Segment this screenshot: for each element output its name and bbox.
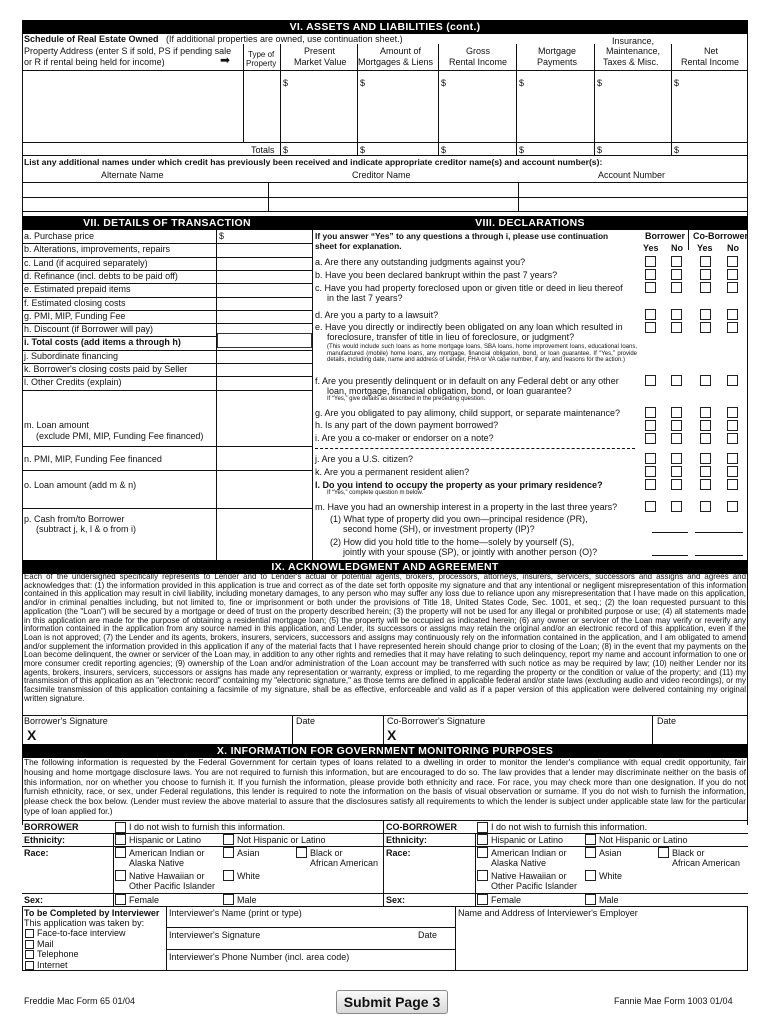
grid-line <box>516 44 517 155</box>
schedule-note: (If additional properties are owned, use continuation sheet.) <box>166 34 403 44</box>
dollar-sign: $ <box>597 78 603 88</box>
declaration-b-borrower-no-checkbox[interactable] <box>671 269 682 280</box>
borrower-white-checkbox[interactable] <box>223 870 234 881</box>
employer-label: Name and Address of Interviewer's Employer <box>458 908 638 918</box>
grid-line <box>22 970 748 971</box>
declaration-i-borrower-no-checkbox[interactable] <box>671 433 682 444</box>
coborrower-hawaiian-label: Native Hawaiian or <box>491 871 567 881</box>
grid-line <box>22 846 748 847</box>
taken-by-label: This application was taken by: <box>24 918 145 928</box>
borrower-not-hispanic-checkbox[interactable] <box>223 834 234 845</box>
fannie-mae-form-label: Fannie Mae Form 1003 01/04 <box>614 996 733 1006</box>
dollar-sign: $ <box>674 145 680 155</box>
title-held-answer-line <box>695 555 743 556</box>
coborrower-heading: CO-BORROWER <box>386 822 457 832</box>
borrower-race-label: Race: <box>24 848 49 858</box>
transaction-item-label: f. Estimated closing costs <box>24 297 126 308</box>
borrower-american-indian-label: American Indian or <box>129 848 205 858</box>
declaration-a-borrower-no-checkbox[interactable] <box>671 256 682 267</box>
freddie-mac-form-label: Freddie Mac Form 65 01/04 <box>24 996 136 1006</box>
grid-line <box>475 833 476 907</box>
grid-line <box>22 142 748 143</box>
borrower-no-label: No <box>671 243 683 253</box>
declaration-d-coborrower-yes-checkbox[interactable] <box>700 309 711 320</box>
coborrower-male-checkbox[interactable] <box>585 894 596 905</box>
net-rental-label-1: Net <box>704 46 719 56</box>
dollar-sign: $ <box>519 145 525 155</box>
declaration-f-coborrower-no-checkbox[interactable] <box>727 375 738 386</box>
declaration-j-borrower-no-checkbox[interactable] <box>671 453 682 464</box>
declaration-j-coborrower-yes-checkbox[interactable] <box>700 453 711 464</box>
gross-rental-label-1: Gross <box>466 46 491 56</box>
declaration-i-coborrower-yes-checkbox[interactable] <box>700 433 711 444</box>
grid-line <box>268 182 269 211</box>
declaration-h-coborrower-no-checkbox[interactable] <box>727 420 738 431</box>
mortgages-label-2: Mortgages & Liens <box>358 57 434 67</box>
declaration-k: k. Are you a permanent resident alien? <box>315 467 470 477</box>
coborrower-date-label: Date <box>657 716 677 726</box>
dollar-sign: $ <box>360 145 366 155</box>
declaration-a-coborrower-yes-checkbox[interactable] <box>700 256 711 267</box>
declaration-e-coborrower-yes-checkbox[interactable] <box>700 322 711 333</box>
borrower-male-label: Male <box>237 895 257 905</box>
declaration-g: g. Are you obligated to pay alimony, child support, or separate maintenance? <box>315 408 621 418</box>
coborrower-african-american-label: African American <box>672 858 741 868</box>
grid-line <box>166 949 455 950</box>
declaration-k-coborrower-yes-checkbox[interactable] <box>700 466 711 477</box>
declaration-f-note: If “Yes,” give details as described in the preceding question. <box>327 396 486 402</box>
coborrower-black-checkbox[interactable] <box>658 847 669 858</box>
net-rental-label-2: Rental Income <box>681 57 740 67</box>
coborrower-hispanic-label: Hispanic or Latino <box>491 835 564 845</box>
section-6-header: VI. ASSETS AND LIABILITIES (cont.) <box>22 20 748 34</box>
insurance-label-2: Maintenance, <box>606 46 661 56</box>
interview-method-checkbox[interactable] <box>25 940 34 949</box>
coborrower-no-furnish-label: I do not wish to furnish this information. <box>491 822 648 832</box>
declaration-d-borrower-yes-checkbox[interactable] <box>645 309 656 320</box>
declaration-c-coborrower-yes-checkbox[interactable] <box>700 282 711 293</box>
grid-line <box>22 70 748 71</box>
transaction-item-label: l. Other Credits (explain) <box>24 377 122 388</box>
declaration-g-borrower-no-checkbox[interactable] <box>671 407 682 418</box>
declaration-g-coborrower-no-checkbox[interactable] <box>727 407 738 418</box>
declaration-j-coborrower-no-checkbox[interactable] <box>727 453 738 464</box>
declaration-m2: (2) How did you hold title to the home—solely by yourself (S), <box>330 537 575 547</box>
borrower-column-label: Borrower <box>645 231 686 241</box>
declaration-j: j. Are you a U.S. citizen? <box>315 454 414 464</box>
section-7-header: VII. DETAILS OF TRANSACTION <box>22 216 312 230</box>
separator-dash <box>315 448 635 449</box>
borrower-not-hispanic-label: Not Hispanic or Latino <box>237 835 326 845</box>
coborrower-american-indian-label: American Indian or <box>491 848 567 858</box>
interview-method-checkbox[interactable] <box>25 961 34 970</box>
coborrower-not-hispanic-checkbox[interactable] <box>585 834 596 845</box>
cash-from-to-borrower-label: p. Cash from/to Borrower <box>24 514 125 524</box>
declaration-k-borrower-no-checkbox[interactable] <box>671 466 682 477</box>
declaration-c-borrower-yes-checkbox[interactable] <box>645 282 656 293</box>
declaration-i: i. Are you a co-maker or endorser on a note? <box>315 433 494 443</box>
acknowledgment-text: Each of the undersigned specifically represents to Lender and to Lender's actual or potential agents, brokers, processors, attorneys, insurers, servicers, successors and assigns and agrees and acknowledges that: (1) the information provided in this application is true and correct as of the date set forth opposite my signature and that any intentional or negligent misrepresentation of this information contained in this application may result in civil liability, including monetary damages, to any person who may suffer any loss due to reliance upon any misrepresentation that I have made on this application, and/or in criminal penalties including, but not limited to, fine or imprisonment or both under the provisions of Title 18, United States Code, Sec. 1001, et seq.; (2) the loan requested pursuant to this application (the "Loan") will be secured by a mortgage or deed of trust on the property described herein; (3) the property will not be used for any illegal or prohibited purpose or use; (4) all statements made in this application are made for the purpose of obtaining a residential mortgage loan; (5) the property will be occupied as indicated herein; (6) any owner or servicer of the Loan may verify or reverify any information contained in the application from any source named in this application, and Lender, its successors or assigns may retain the original and/or an electronic record of this application, even if the Loan is not approved; (7) the Lender and its agents, brokers, insurers, servicers, successors and assigns may continuously rely on the information contained in the application, and I am obligated to amend and/or supplement the information provided in this application if any of the material facts that I have represented herein should change prior to closing of the Loan; (8) in the event that my payments on the Loan become delinquent, the owner or servicer of the Loan may, in addition to any other rights and remedies that it may have relating to such delinquency, report my name and account information to one or more consumer credit reporting agencies; (9) ownership of the Loan and/or administration of the Loan account may be transferred with such notice as may be required by law; (10) neither Lender nor its agents, brokers, insurers, servicers, successors or assigns has made any representation or warranty, express or implied, to me regarding the property or the condition or value of the property; and (11) my transmission of this application as an "electronic record" containing my "electronic signature," as those terms are defined in applicable federal and/or state laws (excluding audio and video recordings), or my facsimile transmission of this application containing a facsimile of my signature, shall be as effective, enforceable and valid as if a paper version of this application were delivered containing my original written signature. <box>24 572 746 703</box>
interviewer-phone-label: Interviewer's Phone Number (incl. area code) <box>169 952 350 962</box>
declaration-c-coborrower-no-checkbox[interactable] <box>727 282 738 293</box>
total-costs-field[interactable] <box>217 333 312 348</box>
borrower-ethnicity-label: Ethnicity: <box>24 835 66 845</box>
coborrower-column-label: Co-Borrower <box>693 231 749 241</box>
account-number-label: Account Number <box>598 170 666 180</box>
grid-line <box>113 833 114 907</box>
loan-total-label: o. Loan amount (add m & n) <box>24 480 137 490</box>
left-border <box>22 20 23 825</box>
coborrower-date-field[interactable] <box>654 727 746 743</box>
coborrower-ethnicity-label: Ethnicity: <box>386 835 428 845</box>
section-divider <box>312 216 313 560</box>
property-type-field[interactable] <box>245 72 278 140</box>
declaration-c: c. Have you had property foreclosed upon or given title or deed in lieu thereof <box>315 283 623 293</box>
declaration-m-coborrower-no-checkbox[interactable] <box>727 501 738 512</box>
interview-method-checkbox[interactable] <box>25 929 34 938</box>
declaration-a-coborrower-no-checkbox[interactable] <box>727 256 738 267</box>
declaration-i-borrower-yes-checkbox[interactable] <box>645 433 656 444</box>
interviewer-name-label: Interviewer's Name (print or type) <box>169 908 302 918</box>
pmi-financed-label: n. PMI, MIP, Funding Fee financed <box>24 454 162 464</box>
borrower-alaska-native-label: Alaska Native <box>129 858 185 868</box>
declaration-a: a. Are there any outstanding judgments against you? <box>315 257 526 267</box>
coborrower-white-checkbox[interactable] <box>585 870 596 881</box>
coborrower-pacific-islander-label: Other Pacific Islander <box>491 881 578 891</box>
grid-line <box>518 182 519 211</box>
section-8-header: VIII. DECLARATIONS <box>312 216 748 230</box>
grid-line <box>22 715 748 716</box>
schedule-title: Schedule of Real Estate Owned <box>24 34 159 44</box>
property-address-label-2: or R if rental being held for income) <box>24 57 165 67</box>
declaration-m-borrower-no-checkbox[interactable] <box>671 501 682 512</box>
grid-line <box>22 446 312 447</box>
coborrower-signature-label: Co-Borrower's Signature <box>387 716 486 726</box>
declaration-d-borrower-no-checkbox[interactable] <box>671 309 682 320</box>
dollar-sign: $ <box>360 78 366 88</box>
borrower-hawaiian-label: Native Hawaiian or <box>129 871 205 881</box>
totals-label: Totals <box>251 145 275 155</box>
property-type-answer-line <box>652 532 688 533</box>
declaration-b-coborrower-no-checkbox[interactable] <box>727 269 738 280</box>
grid-line <box>22 893 748 894</box>
property-address-label-1: Property Address (enter S if sold, PS if pending sale <box>24 46 232 56</box>
coborrower-female-checkbox[interactable] <box>477 894 488 905</box>
borrower-date-field[interactable] <box>294 727 381 743</box>
coborrower-asian-label: Asian <box>599 848 622 858</box>
insurance-label-1: Insurance, <box>612 36 655 46</box>
borrower-white-label: White <box>237 871 261 881</box>
grid-line <box>383 715 384 744</box>
coborrower-asian-checkbox[interactable] <box>585 847 596 858</box>
grid-line <box>292 715 293 744</box>
declaration-h: h. Is any part of the down payment borrowed? <box>315 420 499 430</box>
declaration-f-cont: loan, mortgage, financial obligation, bond, or loan guarantee? <box>327 386 572 396</box>
dollar-sign: $ <box>441 78 447 88</box>
declaration-e-note: (This would include such loans as home mortgage loans, SBA loans, home improvement loans, educational loans, manufactured (mobile) home loans, any mortgage, financial obligation, bond, or loan guarantee. If “Yes,” provide details, including date, name and address of Lender, FHA or VA case number, if any, and reasons for the action.) <box>327 344 637 364</box>
grid-line <box>22 182 748 183</box>
borrower-hispanic-label: Hispanic or Latino <box>129 835 202 845</box>
coborrower-white-label: White <box>599 871 623 881</box>
declaration-l-borrower-no-checkbox[interactable] <box>671 479 682 490</box>
arrow-right-icon: ➡ <box>220 53 231 67</box>
declaration-a-borrower-yes-checkbox[interactable] <box>645 256 656 267</box>
borrower-no-furnish-checkbox[interactable] <box>115 822 126 833</box>
coborrower-sign-x: X <box>387 727 397 743</box>
declaration-m-coborrower-yes-checkbox[interactable] <box>700 501 711 512</box>
mortgage-payments-label-2: Payments <box>537 57 578 67</box>
declaration-l-borrower-yes-checkbox[interactable] <box>645 479 656 490</box>
grid-line <box>22 155 748 156</box>
declaration-d: d. Are you a party to a lawsuit? <box>315 310 439 320</box>
interview-method-label: Telephone <box>37 949 79 959</box>
dollar-sign: $ <box>219 231 225 241</box>
grid-line <box>22 820 748 821</box>
coborrower-american-indian-checkbox[interactable] <box>477 847 488 858</box>
grid-line <box>438 44 439 155</box>
declaration-l-coborrower-no-checkbox[interactable] <box>727 479 738 490</box>
dollar-sign: $ <box>283 78 289 88</box>
transaction-item-label: e. Estimated prepaid items <box>24 284 131 295</box>
declaration-l: l. Do you intend to occupy the property as your primary residence? <box>315 480 603 490</box>
transaction-item-label: h. Discount (if Borrower will pay) <box>24 324 154 335</box>
loan-amount-sublabel: (exclude PMI, MIP, Funding Fee financed) <box>36 431 204 441</box>
type-of-label: Type of <box>248 50 275 59</box>
dollar-sign: $ <box>519 78 525 88</box>
interviewer-heading: To be Completed by Interviewer <box>24 908 160 918</box>
borrower-sex-label: Sex: <box>24 895 44 905</box>
grid-line <box>22 211 748 212</box>
declaration-b-coborrower-yes-checkbox[interactable] <box>700 269 711 280</box>
grid-line <box>22 906 23 970</box>
section-10-header: X. INFORMATION FOR GOVERNMENT MONITORING PURPOSES <box>22 744 748 758</box>
declaration-j-borrower-yes-checkbox[interactable] <box>645 453 656 464</box>
interview-method-label: Mail <box>37 938 54 949</box>
declaration-m-borrower-yes-checkbox[interactable] <box>645 501 656 512</box>
borrower-hawaiian-checkbox[interactable] <box>115 870 126 881</box>
coborrower-black-label: Black or <box>672 848 705 858</box>
declaration-i-coborrower-no-checkbox[interactable] <box>727 433 738 444</box>
interviewer-date-label: Date <box>418 930 438 940</box>
borrower-hispanic-checkbox[interactable] <box>115 834 126 845</box>
grid-line <box>166 927 455 928</box>
submit-page-button[interactable]: Submit Page 3 <box>336 990 448 1014</box>
transaction-item-label: a. Purchase price <box>24 231 95 241</box>
borrower-female-checkbox[interactable] <box>115 894 126 905</box>
section-9-header: IX. ACKNOWLEDGMENT AND AGREEMENT <box>22 560 748 574</box>
borrower-pacific-islander-label: Other Pacific Islander <box>129 881 216 891</box>
borrower-male-checkbox[interactable] <box>223 894 234 905</box>
transaction-item-label: j. Subordinate financing <box>24 350 119 361</box>
declaration-l-note: If “Yes,” complete question m below. <box>327 490 424 496</box>
declaration-h-borrower-no-checkbox[interactable] <box>671 420 682 431</box>
declaration-e-cont: foreclosure, transfer of title in lieu of foreclosure, or judgment? <box>327 332 575 342</box>
transaction-item-label: c. Land (if acquired separately) <box>24 257 148 268</box>
transaction-item-label: b. Alterations, improvements, repairs <box>24 244 171 255</box>
borrower-female-label: Female <box>129 895 160 905</box>
declaration-e-borrower-no-checkbox[interactable] <box>671 322 682 333</box>
dollar-sign: $ <box>441 145 447 155</box>
borrower-asian-label: Asian <box>237 848 260 858</box>
grid-line <box>594 44 595 155</box>
grid-line <box>652 715 653 744</box>
borrower-yes-label: Yes <box>643 243 659 253</box>
grid-line <box>22 390 312 391</box>
borrower-black-label: Black or <box>310 848 343 858</box>
borrower-american-indian-checkbox[interactable] <box>115 847 126 858</box>
borrower-asian-checkbox[interactable] <box>223 847 234 858</box>
interview-method-checkbox[interactable] <box>25 950 34 959</box>
grid-line <box>671 44 672 155</box>
declaration-k-coborrower-no-checkbox[interactable] <box>727 466 738 477</box>
declaration-l-coborrower-yes-checkbox[interactable] <box>700 479 711 490</box>
right-border <box>747 20 748 825</box>
declaration-h-coborrower-yes-checkbox[interactable] <box>700 420 711 431</box>
monitoring-text: The following information is requested by the Federal Government for certain types of loans related to a dwelling in order to monitor the lender's compliance with equal credit opportunity, fair housing and home mortgage disclosure laws. You are not required to furnish this information, but are encouraged to do so. The law provides that a lender may discriminate neither on the basis of this information, nor on whether you choose to furnish it. If you furnish the information, please provide both ethnicity and race. For race, you may check more than one designation. If you do not furnish ethnicity, race, or sex, under Federal regulations, this lender is required to note the information on the basis of visual observation or surname. If you do not wish to furnish the information, please check the box below. (Lender must review the above material to assure that the disclosures satisfy all requirements to which the lender is subject under applicable state law for the particular type of loan applied for.) <box>24 757 746 816</box>
grid-line <box>22 508 312 509</box>
grid-line <box>22 470 312 471</box>
borrower-date-label: Date <box>296 716 316 726</box>
declaration-b-borrower-yes-checkbox[interactable] <box>645 269 656 280</box>
market-value-label-2: Market Value <box>294 57 347 67</box>
additional-names-instruction: List any additional names under which credit has previously been received and indicate appropriate creditor name(s) and account number(s): <box>24 157 603 167</box>
declaration-g-coborrower-yes-checkbox[interactable] <box>700 407 711 418</box>
cash-from-to-borrower-sublabel: (subtract j, k, l & o from i) <box>36 524 137 534</box>
declaration-c-cont: in the last 7 years? <box>327 293 403 303</box>
declaration-e-coborrower-no-checkbox[interactable] <box>727 322 738 333</box>
insurance-label-3: Taxes & Misc. <box>603 57 659 67</box>
grid-line <box>747 906 748 970</box>
declaration-b: b. Have you been declared bankrupt within the past 7 years? <box>315 270 558 280</box>
grid-line <box>166 906 167 970</box>
dollar-sign: $ <box>283 145 289 155</box>
declaration-h-borrower-yes-checkbox[interactable] <box>645 420 656 431</box>
transaction-item-label: k. Borrower's closing costs paid by Seller <box>24 364 188 374</box>
declarations-intro-1: If you answer “Yes” to any questions a through i, please use continuation <box>315 231 609 241</box>
transaction-item-label: d. Refinance (incl. debts to be paid off) <box>24 270 178 281</box>
gross-rental-label-2: Rental Income <box>449 57 508 67</box>
property-address-field[interactable] <box>24 72 241 140</box>
mortgages-label-1: Amount of <box>380 46 422 56</box>
borrower-heading: BORROWER <box>24 822 79 832</box>
borrower-signature-field[interactable] <box>44 727 289 743</box>
coborrower-yes-label: Yes <box>697 243 713 253</box>
borrower-sign-x: X <box>27 727 37 743</box>
grid-line <box>243 44 244 142</box>
borrower-black-checkbox[interactable] <box>296 847 307 858</box>
grid-line <box>357 44 358 155</box>
interviewer-signature-label: Interviewer's Signature <box>169 930 261 940</box>
grid-line <box>280 44 281 155</box>
grid-line <box>22 197 748 198</box>
coborrower-no-label: No <box>727 243 739 253</box>
declaration-e-borrower-yes-checkbox[interactable] <box>645 322 656 333</box>
creditor-name-label: Creditor Name <box>352 170 411 180</box>
declaration-g-borrower-yes-checkbox[interactable] <box>645 407 656 418</box>
grid-line <box>22 833 748 834</box>
interview-method-label: Internet <box>37 959 68 970</box>
coborrower-not-hispanic-label: Not Hispanic or Latino <box>599 835 688 845</box>
dollar-sign: $ <box>674 78 680 88</box>
coborrower-female-label: Female <box>491 895 522 905</box>
declaration-m1: (1) What type of property did you own—principal residence (PR), <box>330 514 588 524</box>
loan-amount-label: m. Loan amount <box>24 420 90 430</box>
interview-method-label: Face-to-face interview <box>37 928 126 938</box>
declaration-c-borrower-no-checkbox[interactable] <box>671 282 682 293</box>
borrower-african-american-label: African American <box>310 858 379 868</box>
declaration-f: f. Are you presently delinquent or in default on any Federal debt or any other <box>315 376 619 386</box>
borrower-signature-label: Borrower's Signature <box>24 716 108 726</box>
coborrower-hispanic-checkbox[interactable] <box>477 834 488 845</box>
declaration-m: m. Have you had an ownership interest in a property in the last three years? <box>315 502 618 512</box>
coborrower-no-furnish-checkbox[interactable] <box>477 822 488 833</box>
borrower-no-furnish-label: I do not wish to furnish this information. <box>129 822 286 832</box>
declaration-f-borrower-no-checkbox[interactable] <box>671 375 682 386</box>
title-held-answer-line <box>652 555 688 556</box>
declaration-m1-cont: second home (SH), or investment property (IP)? <box>343 524 535 534</box>
dollar-sign: $ <box>597 145 603 155</box>
property-type-label: Property <box>246 59 277 68</box>
declaration-m2-cont: jointly with your spouse (SP), or jointly with another person (O)? <box>343 547 598 557</box>
market-value-label-1: Present <box>304 46 336 56</box>
grid-line <box>688 230 689 250</box>
coborrower-alaska-native-label: Alaska Native <box>491 858 547 868</box>
alternate-name-label: Alternate Name <box>101 170 164 180</box>
transaction-item-label: g. PMI, MIP, Funding Fee <box>24 310 126 321</box>
property-type-answer-line <box>695 532 743 533</box>
transaction-item-label: i. Total costs (add items a through h) <box>24 337 181 348</box>
declaration-f-borrower-yes-checkbox[interactable] <box>645 375 656 386</box>
grid-line <box>216 230 217 560</box>
coborrower-race-label: Race: <box>386 848 411 858</box>
coborrower-sex-label: Sex: <box>386 895 406 905</box>
declaration-d-coborrower-no-checkbox[interactable] <box>727 309 738 320</box>
declaration-k-borrower-yes-checkbox[interactable] <box>645 466 656 477</box>
mortgage-payments-label-1: Mortgage <box>538 46 577 56</box>
declaration-e: e. Have you directly or indirectly been obligated on any loan which resulted in <box>315 322 623 332</box>
coborrower-hawaiian-checkbox[interactable] <box>477 870 488 881</box>
grid-line <box>22 906 748 907</box>
grid-line <box>455 906 456 970</box>
declaration-f-coborrower-yes-checkbox[interactable] <box>700 375 711 386</box>
declarations-intro-2: sheet for explanation. <box>315 241 402 251</box>
coborrower-male-label: Male <box>599 895 619 905</box>
coborrower-signature-field[interactable] <box>404 727 650 743</box>
